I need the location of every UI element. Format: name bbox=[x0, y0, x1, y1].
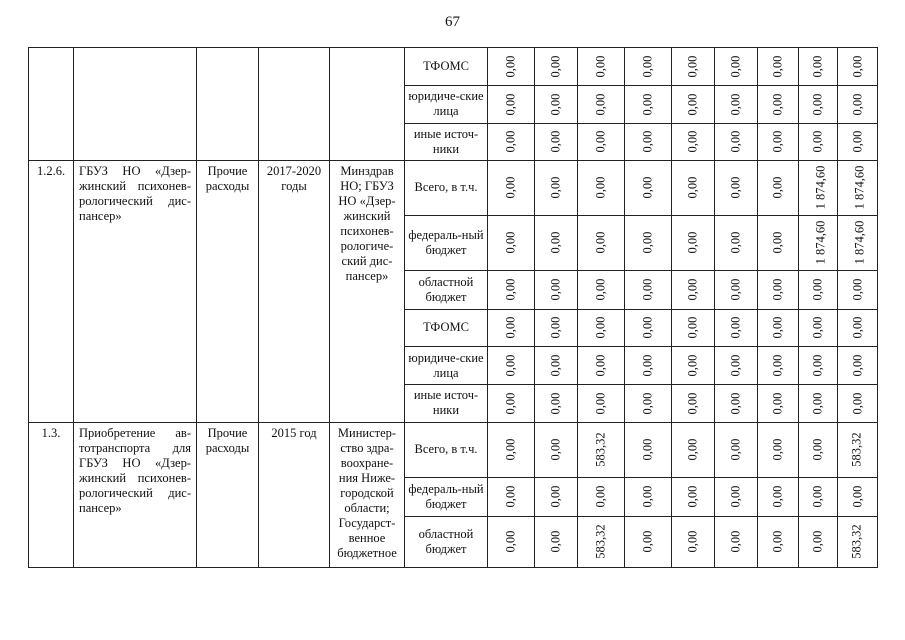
value-cell bbox=[672, 516, 715, 567]
value-text: 0,00 bbox=[685, 55, 700, 78]
value-cell bbox=[715, 123, 758, 161]
value-cell bbox=[578, 478, 625, 517]
expense-type-cell: Прочие расходы bbox=[197, 422, 259, 567]
funding-source-cell: областной бюджет bbox=[405, 516, 488, 567]
value-text: 1 874,60 bbox=[852, 220, 867, 265]
value-cell bbox=[488, 516, 535, 567]
value-text: 0,00 bbox=[810, 530, 825, 553]
value-cell bbox=[535, 48, 578, 86]
value-cell bbox=[578, 385, 625, 423]
value-text: 0,00 bbox=[685, 231, 700, 254]
value-text: 0,00 bbox=[640, 354, 655, 377]
table-row bbox=[29, 161, 878, 215]
value-cell bbox=[799, 215, 838, 270]
value-text: 0,00 bbox=[770, 278, 785, 301]
value-cell bbox=[758, 516, 799, 567]
value-text: 0,00 bbox=[548, 93, 563, 116]
value-text: 0,00 bbox=[640, 55, 655, 78]
value-text: 0,00 bbox=[850, 354, 864, 377]
value-text: 0,00 bbox=[593, 177, 608, 199]
budget-table bbox=[28, 47, 878, 568]
value-cell bbox=[715, 347, 758, 385]
value-cell bbox=[625, 516, 672, 567]
expense-type-cell bbox=[197, 48, 259, 161]
value-cell bbox=[488, 347, 535, 385]
executor-cell: Министер-ство здра-воохране-ния Ниже-городской области; Государст-венное бюджетное bbox=[330, 422, 405, 567]
value-cell bbox=[672, 48, 715, 86]
value-cell bbox=[625, 347, 672, 385]
value-text: 0,00 bbox=[685, 486, 700, 508]
value-cell bbox=[672, 385, 715, 423]
value-text: 0,00 bbox=[728, 316, 743, 339]
value-cell bbox=[799, 309, 838, 347]
value-cell bbox=[488, 422, 535, 477]
value-cell bbox=[672, 123, 715, 161]
value-text: 0,00 bbox=[685, 392, 700, 415]
value-cell bbox=[625, 309, 672, 347]
value-text: 0,00 bbox=[728, 55, 743, 78]
expense-type-cell: Прочие расходы bbox=[197, 161, 259, 423]
value-cell bbox=[535, 478, 578, 517]
value-text: 0,00 bbox=[810, 354, 825, 377]
value-cell bbox=[625, 161, 672, 215]
value-text: 0,00 bbox=[640, 231, 655, 254]
value-cell bbox=[625, 385, 672, 423]
value-cell bbox=[488, 161, 535, 215]
value-text: 0,00 bbox=[728, 439, 743, 461]
value-cell bbox=[758, 215, 799, 270]
value-cell bbox=[488, 215, 535, 270]
value-text: 0,00 bbox=[640, 439, 655, 461]
value-cell bbox=[838, 516, 878, 567]
value-cell bbox=[715, 309, 758, 347]
value-text: 0,00 bbox=[770, 530, 785, 553]
value-cell bbox=[625, 215, 672, 270]
value-text: 0,00 bbox=[810, 278, 825, 301]
value-text: 0,00 bbox=[548, 316, 563, 339]
value-text: 0,00 bbox=[548, 177, 563, 199]
value-cell bbox=[799, 422, 838, 477]
value-text: 0,00 bbox=[640, 93, 655, 116]
value-cell bbox=[715, 422, 758, 477]
funding-source-cell: ТФОМС bbox=[405, 48, 488, 86]
value-cell bbox=[758, 478, 799, 517]
period-cell: 2015 год bbox=[259, 422, 330, 567]
value-cell bbox=[838, 270, 878, 309]
value-cell bbox=[799, 48, 838, 86]
value-text: 0,00 bbox=[593, 392, 608, 415]
funding-source-cell: федераль-ный бюджет bbox=[405, 215, 488, 270]
value-text: 0,00 bbox=[593, 231, 608, 254]
row-number-cell bbox=[29, 48, 74, 161]
value-cell bbox=[672, 85, 715, 123]
funding-source-cell: Всего, в т.ч. bbox=[405, 161, 488, 215]
value-cell bbox=[715, 270, 758, 309]
value-text: 0,00 bbox=[770, 177, 785, 199]
value-text: 0,00 bbox=[770, 439, 785, 461]
measure-name-cell: ГБУЗ НО «Дзер-жинский психонев-рологический дис-пансер» bbox=[74, 161, 197, 423]
value-text: 0,00 bbox=[548, 231, 563, 254]
value-cell bbox=[715, 85, 758, 123]
value-cell bbox=[488, 85, 535, 123]
value-cell bbox=[625, 123, 672, 161]
value-text: 0,00 bbox=[503, 55, 518, 78]
table-row bbox=[29, 422, 878, 477]
value-text: 0,00 bbox=[685, 530, 700, 553]
value-text: 0,00 bbox=[640, 530, 655, 553]
value-text: 0,00 bbox=[503, 131, 518, 153]
value-cell bbox=[799, 516, 838, 567]
value-text: 0,00 bbox=[850, 131, 864, 153]
value-text: 0,00 bbox=[593, 316, 608, 339]
value-cell bbox=[799, 385, 838, 423]
funding-source-cell: ТФОМС bbox=[405, 309, 488, 347]
value-cell bbox=[625, 478, 672, 517]
value-text: 0,00 bbox=[593, 278, 608, 301]
value-cell bbox=[758, 270, 799, 309]
value-cell bbox=[488, 478, 535, 517]
value-cell bbox=[625, 85, 672, 123]
value-cell bbox=[838, 422, 878, 477]
value-cell bbox=[488, 48, 535, 86]
value-text: 0,00 bbox=[640, 177, 655, 199]
value-text: 0,00 bbox=[850, 278, 864, 301]
row-number-cell: 1.2.6. bbox=[29, 161, 74, 423]
value-text: 0,00 bbox=[548, 530, 563, 553]
value-text: 0,00 bbox=[548, 55, 563, 78]
value-cell bbox=[625, 48, 672, 86]
value-cell bbox=[535, 270, 578, 309]
value-text: 0,00 bbox=[810, 55, 825, 78]
value-cell bbox=[672, 215, 715, 270]
value-text: 0,00 bbox=[850, 392, 864, 415]
value-text: 0,00 bbox=[640, 392, 655, 415]
value-cell bbox=[838, 385, 878, 423]
value-text: 0,00 bbox=[810, 131, 825, 153]
value-text: 1 874,60 bbox=[813, 220, 828, 265]
value-cell bbox=[578, 347, 625, 385]
value-text: 0,00 bbox=[640, 316, 655, 339]
value-cell bbox=[758, 347, 799, 385]
value-text: 0,00 bbox=[728, 486, 743, 508]
value-text: 0,00 bbox=[685, 354, 700, 377]
value-cell bbox=[838, 347, 878, 385]
value-text: 0,00 bbox=[770, 486, 785, 508]
value-text: 0,00 bbox=[548, 439, 563, 461]
value-text: 583,32 bbox=[593, 524, 608, 560]
value-text: 0,00 bbox=[503, 231, 518, 254]
value-text: 0,00 bbox=[728, 530, 743, 553]
value-text: 0,00 bbox=[593, 93, 608, 116]
value-text: 0,00 bbox=[685, 439, 700, 461]
executor-cell bbox=[330, 48, 405, 161]
value-text: 0,00 bbox=[593, 486, 608, 508]
table-row bbox=[29, 48, 878, 86]
value-text: 0,00 bbox=[685, 316, 700, 339]
value-cell bbox=[672, 347, 715, 385]
value-cell bbox=[758, 123, 799, 161]
value-text: 0,00 bbox=[548, 392, 563, 415]
value-text: 0,00 bbox=[503, 177, 518, 199]
value-text: 0,00 bbox=[640, 278, 655, 301]
value-text: 0,00 bbox=[850, 486, 864, 508]
value-text: 0,00 bbox=[685, 177, 700, 199]
funding-source-cell: федераль-ный бюджет bbox=[405, 478, 488, 517]
value-cell bbox=[488, 309, 535, 347]
value-cell bbox=[838, 478, 878, 517]
value-text: 1 874,60 bbox=[852, 166, 867, 210]
value-cell bbox=[758, 85, 799, 123]
value-text: 0,00 bbox=[850, 93, 864, 116]
value-cell bbox=[535, 309, 578, 347]
value-text: 0,00 bbox=[503, 316, 518, 339]
value-text: 0,00 bbox=[503, 530, 518, 553]
funding-source-cell: юридиче-ские лица bbox=[405, 85, 488, 123]
value-text: 0,00 bbox=[593, 354, 608, 377]
value-cell bbox=[715, 215, 758, 270]
value-cell bbox=[799, 347, 838, 385]
value-cell bbox=[578, 516, 625, 567]
row-number-cell: 1.3. bbox=[29, 422, 74, 567]
value-cell bbox=[799, 478, 838, 517]
value-cell bbox=[838, 48, 878, 86]
value-cell bbox=[758, 385, 799, 423]
funding-source-cell: юридиче-ские лица bbox=[405, 347, 488, 385]
period-cell: 2017-2020 годы bbox=[259, 161, 330, 423]
value-cell bbox=[715, 478, 758, 517]
value-text: 0,00 bbox=[770, 55, 785, 78]
measure-name-cell bbox=[74, 48, 197, 161]
value-cell bbox=[715, 48, 758, 86]
value-cell bbox=[578, 270, 625, 309]
value-cell bbox=[715, 516, 758, 567]
value-text: 0,00 bbox=[728, 354, 743, 377]
value-cell bbox=[535, 215, 578, 270]
value-text: 0,00 bbox=[728, 392, 743, 415]
value-text: 0,00 bbox=[548, 354, 563, 377]
value-text: 0,00 bbox=[728, 93, 743, 116]
value-text: 583,32 bbox=[850, 524, 864, 560]
value-cell bbox=[799, 123, 838, 161]
value-cell bbox=[758, 422, 799, 477]
executor-cell: Минздрав НО; ГБУЗ НО «Дзер-жинский психонев-рологиче-ский дис-пансер» bbox=[330, 161, 405, 423]
value-text: 0,00 bbox=[770, 316, 785, 339]
value-text: 0,00 bbox=[810, 486, 825, 508]
value-text: 0,00 bbox=[548, 131, 563, 153]
value-text: 0,00 bbox=[548, 486, 563, 508]
funding-source-cell: областной бюджет bbox=[405, 270, 488, 309]
value-text: 0,00 bbox=[770, 231, 785, 254]
value-cell bbox=[625, 422, 672, 477]
value-cell bbox=[578, 48, 625, 86]
value-text: 0,00 bbox=[770, 131, 785, 153]
value-text: 1 874,60 bbox=[813, 166, 828, 210]
value-text: 0,00 bbox=[685, 131, 700, 153]
value-cell bbox=[838, 85, 878, 123]
funding-source-cell: Всего, в т.ч. bbox=[405, 422, 488, 477]
value-cell bbox=[838, 215, 878, 270]
value-cell bbox=[672, 309, 715, 347]
value-text: 0,00 bbox=[770, 93, 785, 116]
value-cell bbox=[758, 48, 799, 86]
value-cell bbox=[535, 123, 578, 161]
value-text: 0,00 bbox=[728, 131, 743, 153]
period-cell bbox=[259, 48, 330, 161]
value-cell bbox=[578, 85, 625, 123]
value-text: 0,00 bbox=[810, 439, 825, 461]
value-cell bbox=[488, 270, 535, 309]
value-cell bbox=[578, 215, 625, 270]
value-cell bbox=[799, 270, 838, 309]
value-cell bbox=[715, 385, 758, 423]
value-cell bbox=[488, 385, 535, 423]
value-cell bbox=[758, 161, 799, 215]
value-text: 0,00 bbox=[685, 278, 700, 301]
value-cell bbox=[535, 85, 578, 123]
value-text: 0,00 bbox=[503, 392, 518, 415]
value-cell bbox=[535, 516, 578, 567]
value-cell bbox=[578, 123, 625, 161]
value-cell bbox=[672, 422, 715, 477]
value-text: 0,00 bbox=[810, 316, 825, 339]
value-text: 0,00 bbox=[770, 392, 785, 415]
value-text: 0,00 bbox=[503, 439, 518, 461]
value-text: 0,00 bbox=[593, 55, 608, 78]
value-text: 0,00 bbox=[548, 278, 563, 301]
value-text: 0,00 bbox=[850, 316, 864, 339]
value-text: 0,00 bbox=[503, 354, 518, 377]
value-text: 583,32 bbox=[850, 432, 864, 468]
value-cell bbox=[535, 347, 578, 385]
value-cell bbox=[838, 123, 878, 161]
value-cell bbox=[578, 161, 625, 215]
value-cell bbox=[672, 270, 715, 309]
value-text: 0,00 bbox=[593, 131, 608, 153]
value-text: 0,00 bbox=[770, 354, 785, 377]
value-text: 0,00 bbox=[503, 93, 518, 116]
value-text: 583,32 bbox=[593, 432, 608, 468]
value-cell bbox=[578, 422, 625, 477]
value-cell bbox=[535, 422, 578, 477]
value-cell bbox=[672, 161, 715, 215]
value-text: 0,00 bbox=[810, 392, 825, 415]
value-text: 0,00 bbox=[728, 231, 743, 254]
value-cell bbox=[715, 161, 758, 215]
value-text: 0,00 bbox=[728, 278, 743, 301]
page-number: 67 bbox=[445, 14, 460, 30]
value-cell bbox=[758, 309, 799, 347]
value-cell bbox=[672, 478, 715, 517]
value-cell bbox=[578, 309, 625, 347]
value-cell bbox=[488, 123, 535, 161]
value-cell bbox=[535, 161, 578, 215]
value-cell bbox=[625, 270, 672, 309]
value-text: 0,00 bbox=[685, 93, 700, 116]
value-cell bbox=[799, 85, 838, 123]
value-text: 0,00 bbox=[728, 177, 743, 199]
value-text: 0,00 bbox=[503, 278, 518, 301]
funding-source-cell: иные источ-ники bbox=[405, 385, 488, 423]
value-cell bbox=[838, 161, 878, 215]
value-text: 0,00 bbox=[850, 55, 864, 78]
value-cell bbox=[799, 161, 838, 215]
value-cell bbox=[535, 385, 578, 423]
measure-name-cell: Приобретение ав-тотранспорта для ГБУЗ НО «Дзер-жинский психонев-рологический дис-пансер» bbox=[74, 422, 197, 567]
value-text: 0,00 bbox=[810, 93, 825, 116]
value-text: 0,00 bbox=[503, 486, 518, 508]
value-text: 0,00 bbox=[640, 131, 655, 153]
value-cell bbox=[838, 309, 878, 347]
value-text: 0,00 bbox=[640, 486, 655, 508]
funding-source-cell: иные источ-ники bbox=[405, 123, 488, 161]
